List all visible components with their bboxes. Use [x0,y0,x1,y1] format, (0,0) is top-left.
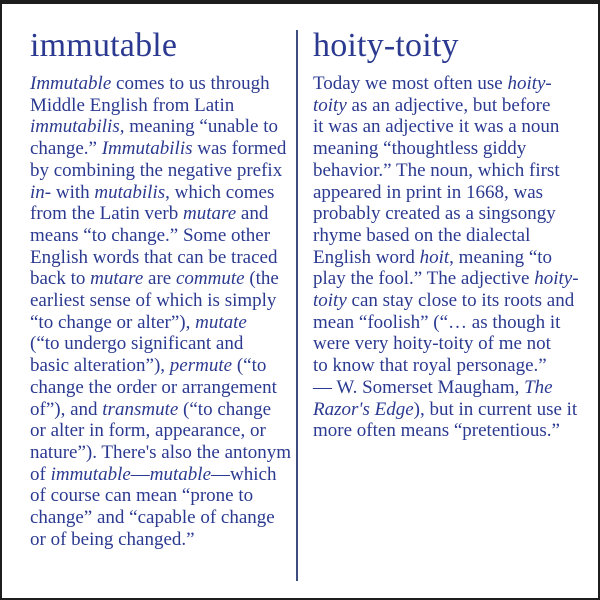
text-line: back to mutare are commute (the [30,268,279,290]
text-line: immutabilis, meaning “unable to [30,116,279,138]
text-line: nature”). There's also the antonym [30,441,292,463]
text-line: change.” Immutabilis was formed [30,138,287,160]
text-line: basic alteration”), permute (“to [30,355,267,377]
text-line: English words that can be traced [30,246,278,268]
text-line: toity as an adjective, but before [313,94,551,116]
text-line: or of being changed.” [30,528,195,550]
text-line: probably created as a singsongy [313,203,556,225]
text-line: Immutable comes to us through [30,73,270,94]
text-line: of”), and transmute (“to change [30,398,272,420]
column-divider [296,30,298,581]
text-line: Today we most often use hoity- [313,73,552,94]
text-line: (“to undergo significant and [30,333,244,355]
text-line: rhyme based on the dialectal [313,224,531,246]
text-line: mean “foolish” (“… as though it [313,311,561,333]
text-line: by combining the negative prefix [30,159,283,181]
text-line: meaning “thoughtless giddy [313,138,527,160]
text-line: in- with mutabilis, which comes [30,181,275,203]
text-line: English word hoit, meaning “to [313,246,553,268]
text-line: appeared in print in 1668, was [313,181,544,203]
text-line: earliest sense of which is simply [30,290,277,312]
text-line: of immutable—mutable—which [30,463,277,485]
text-line: change” and “capable of change [30,507,275,529]
text-line: change the order or arrangement [30,376,277,398]
entry-body-hoity-toity [313,73,585,442]
text-line: toity can stay close to its roots and [313,290,575,312]
text-line: from the Latin verb mutare and [30,203,269,225]
text-line: Razor's Edge), but in current use it [313,398,578,420]
text-line: of course can mean “prone to [30,485,254,507]
text-line: “to change or alter”), mutate [30,311,247,333]
text-line: or alter in form, appearance, or [30,420,266,442]
headword-hoity-toity: hoity-toity [313,27,459,64]
text-line: were very hoity-toity of me not [313,333,551,355]
text-line: — W. Somerset Maugham, The [313,376,553,398]
text-line: Middle English from Latin [30,94,235,116]
text-line: means “to change.” Some other [30,224,271,246]
headword-immutable: immutable [30,27,178,64]
text-line: it was an adjective it was a noun [313,116,560,138]
text-line: more often means “pretentious.” [313,420,560,442]
entry-hoity-toity [313,26,585,442]
text-line: to know that royal personage.” [313,355,547,377]
text-line: play the fool.” The adjective hoity- [313,268,579,290]
text-line: behavior.” The noun, which first [313,159,560,181]
entry-body-immutable [30,73,292,550]
entry-immutable [30,26,292,550]
